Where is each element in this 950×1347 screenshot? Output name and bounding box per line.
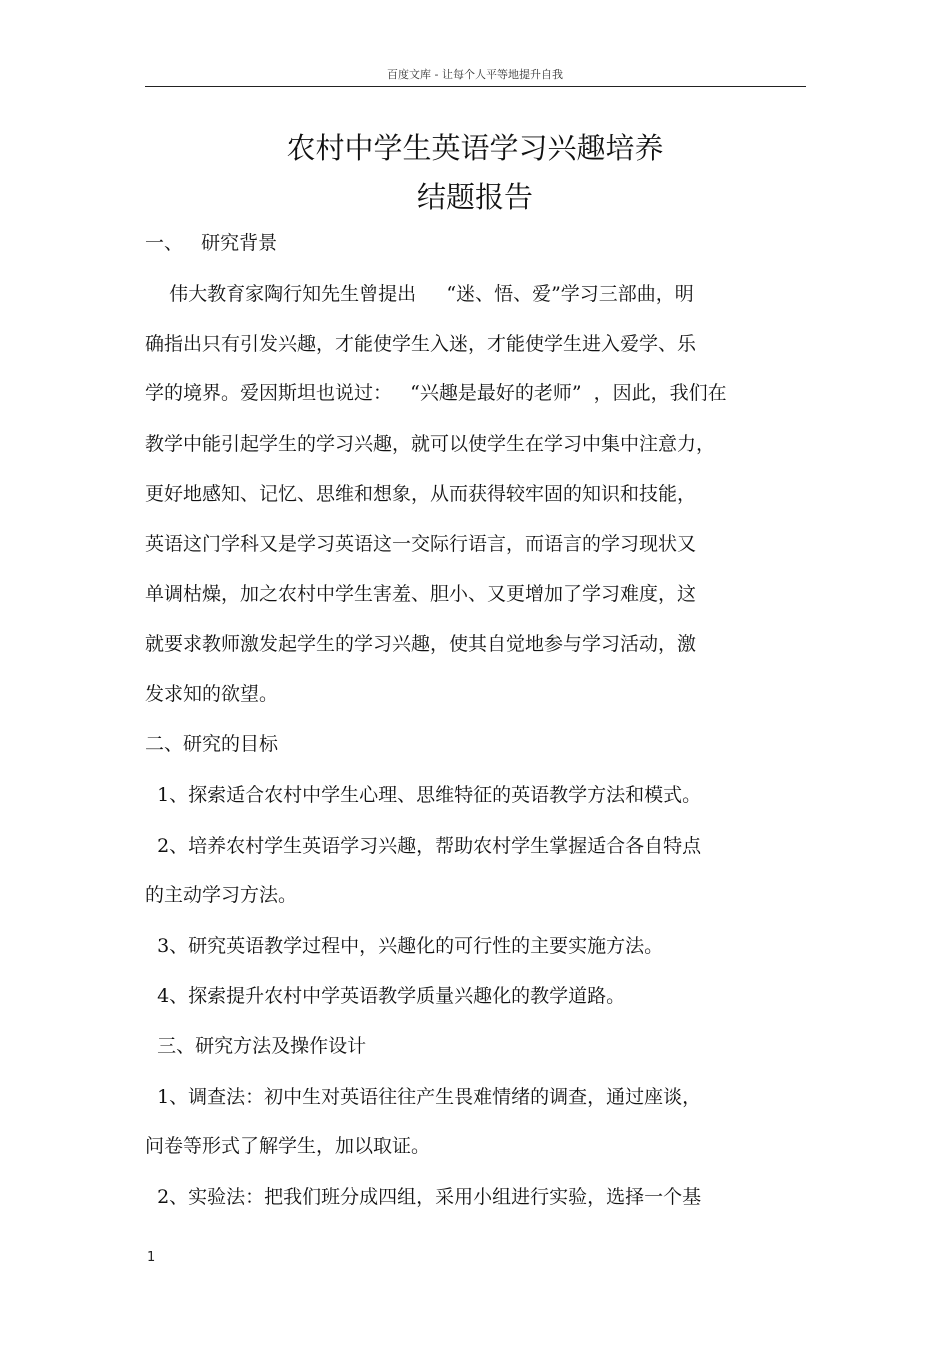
list-item: 3、研究英语教学过程中，兴趣化的可行性的主要实施方法。 bbox=[145, 935, 664, 957]
list-item: 1、调查法：初中生对英语往往产生畏难情绪的调查，通过座谈， bbox=[145, 1086, 702, 1108]
paragraph-line: 英语这门学科又是学习英语这一交际行语言，而语言的学习现状又 bbox=[145, 533, 697, 555]
document-subtitle: 结题报告 bbox=[416, 180, 533, 214]
section-heading-goals: 二、研究的目标 bbox=[145, 733, 279, 755]
list-item-continuation: 的主动学习方法。 bbox=[145, 884, 298, 906]
list-item: 2、培养农村学生英语学习兴趣，帮助农村学生掌握适合各自特点 bbox=[145, 835, 702, 857]
paragraph-line: 发求知的欲望。 bbox=[145, 683, 279, 705]
paragraph-line: 单调枯燥，加之农村中学生害羞、胆小、又更增加了学习难度，这 bbox=[145, 583, 697, 605]
list-item: 1、探索适合农村中学生心理、思维特征的英语教学方法和模式。 bbox=[145, 784, 702, 806]
paragraph-line: 更好地感知、记忆、思维和想象，从而获得较牢固的知识和技能， bbox=[145, 483, 697, 505]
list-item: 2、实验法：把我们班分成四组，采用小组进行实验，选择一个基 bbox=[145, 1186, 702, 1208]
section-heading-background: 一、 研究背景 bbox=[145, 232, 278, 254]
page-header: 百度文库 - 让每个人平等地提升自我 bbox=[387, 68, 563, 81]
paragraph-line: 就要求教师激发起学生的学习兴趣，使其自觉地参与学习活动，激 bbox=[145, 633, 697, 655]
paragraph-line: 教学中能引起学生的学习兴趣，就可以使学生在学习中集中注意力， bbox=[145, 433, 716, 455]
document-title: 农村中学生英语学习兴趣培养 bbox=[286, 131, 664, 165]
paragraph-line: 确指出只有引发兴趣，才能使学生入迷，才能使学生进入爱学、乐 bbox=[145, 333, 697, 355]
paragraph-line: 伟大教育家陶行知先生曾提出 “迷、悟、爱”学习三部曲，明 bbox=[145, 283, 694, 305]
list-item: 4、探索提升农村中学英语教学质量兴趣化的教学道路。 bbox=[145, 985, 626, 1007]
paragraph-line: 学的境界。爱因斯坦也说过： “兴趣是最好的老师” ，因此，我们在 bbox=[145, 382, 727, 404]
section-heading-methods: 三、研究方法及操作设计 bbox=[145, 1035, 367, 1057]
page-number: 1 bbox=[147, 1250, 156, 1265]
list-item-continuation: 问卷等形式了解学生，加以取证。 bbox=[145, 1135, 431, 1157]
header-divider bbox=[145, 86, 806, 87]
